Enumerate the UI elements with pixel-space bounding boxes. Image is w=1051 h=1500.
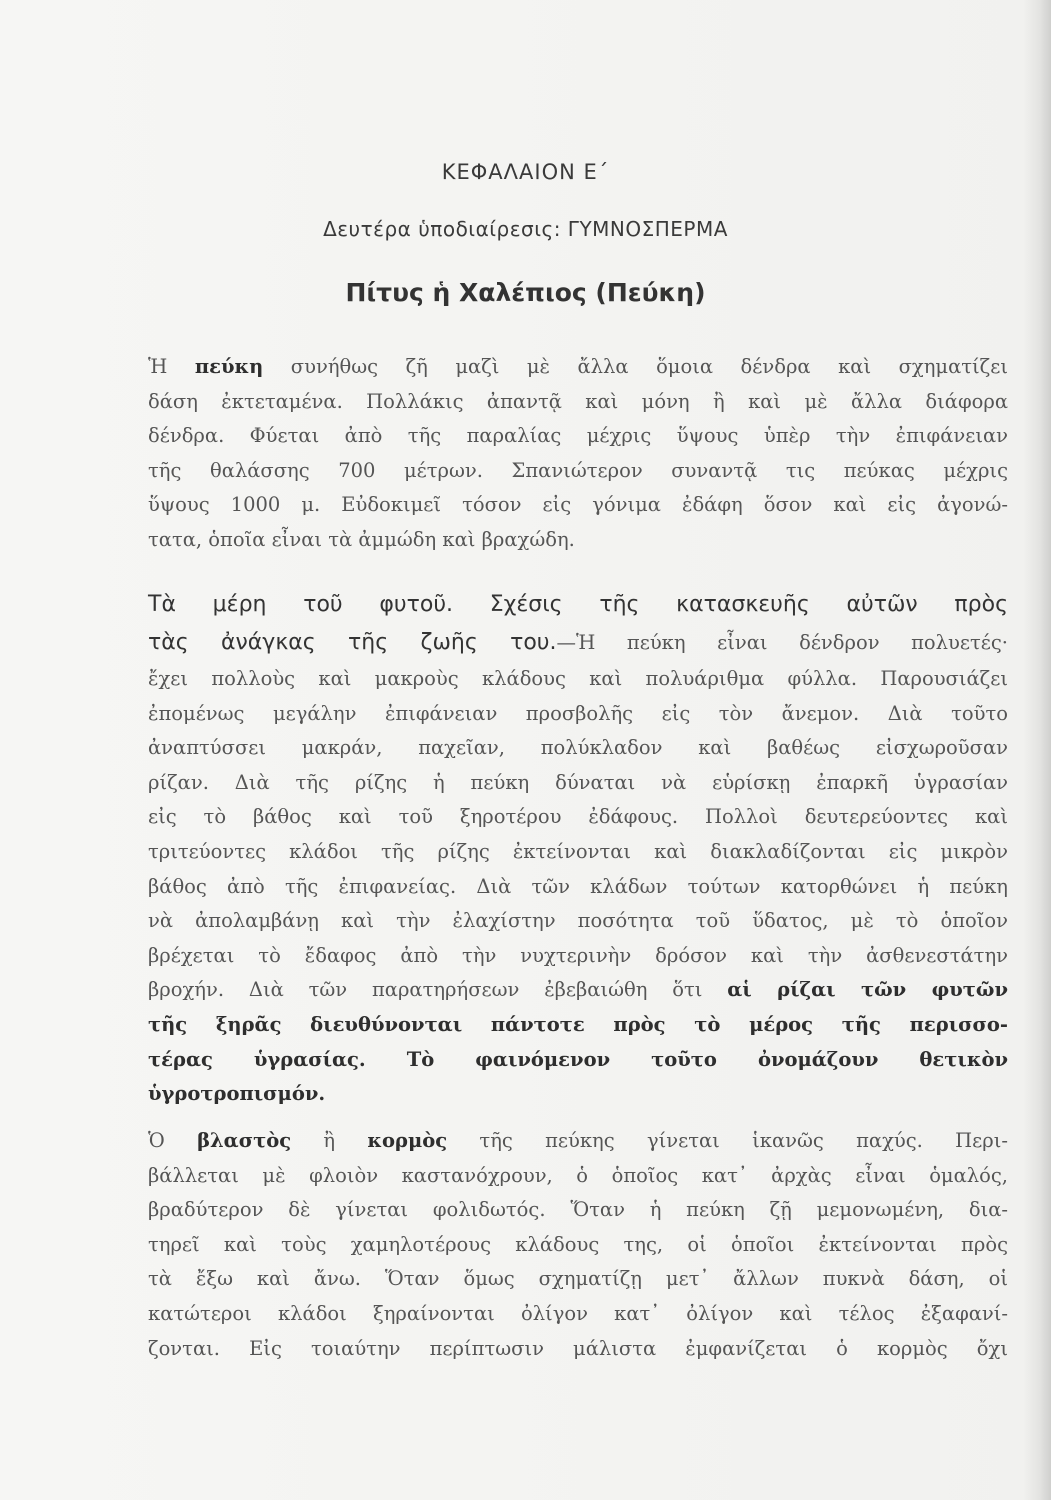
text-line: Ἡ πεύκη συνήθως ζῆ μαζὶ μὲ ἄλλα ὅμοια δένδρα καὶ σχηματίζει: [148, 355, 1009, 378]
text-line: ρίζαν. Διὰ τῆς ρίζης ἡ πεύκη δύναται νὰ εὑρίσκῃ ἐπαρκῆ ὑγρασίαν: [148, 770, 1008, 794]
subdivision-heading: Δευτέρα ὑποδιαίρεσις: ΓΥΜΝΟΣΠΕΡΜΑ: [323, 217, 728, 241]
text-line: Ὁ βλαστὸς ἢ κορμὸς τῆς πεύκης γίνεται ἱκανῶς παχύς. Περι-: [148, 1129, 1008, 1152]
bold-term: πεύκη: [194, 355, 264, 378]
text-line: βραδύτερον δὲ γίνεται φολιδωτός. Ὅταν ἡ πεύκη ζῇ μεμονωμένη, δια-: [148, 1198, 1008, 1222]
text-line: ἐπομένως μεγάλην ἐπιφάνειαν προσβολῆς εἰς τὸν ἄνεμον. Διὰ τοῦτο: [148, 701, 1008, 725]
paragraph-plant-parts: [148, 586, 1008, 1112]
text-line: βρέχεται τὸ ἔδαφος ἀπὸ τὴν νυχτερινὴν δρόσον καὶ τὴν ἀσθενεστάτην: [148, 943, 1008, 967]
bold-text-line: τῆς ξηρᾶς διευθύνονται πάντοτε πρὸς τὸ μέρος τῆς περισσο-: [148, 1012, 1008, 1036]
text-line: τηρεῖ καὶ τοὺς χαμηλοτέρους κλάδους της, οἱ ὁποῖοι ἐκτείνονται πρὸς: [148, 1232, 1008, 1256]
text-line: ἔχει πολλοὺς καὶ μακροὺς κλάδους καὶ πολυάριθμα φύλλα. Παρουσιάζει: [148, 667, 1008, 690]
text-line: τὰ ἔξω καὶ ἄνω. Ὅταν ὅμως σχηματίζῃ μετ᾽ ἄλλων πυκνὰ δάση, οἱ: [148, 1267, 1008, 1291]
paragraph-habitat: [148, 350, 1008, 558]
text-line: ζονται. Εἰς τοιαύτην περίπτωσιν μάλιστα ἐμφανίζεται ὁ κορμὸς ὄχι: [148, 1336, 1008, 1360]
subheading-line: [148, 586, 1008, 624]
text-line: βροχήν. Διὰ τῶν παρατηρήσεων ἐβεβαιώθη ὅτι αἱ ρίζαι τῶν φυτῶν: [148, 978, 1008, 1002]
text-line: δάση ἐκτεταμένα. Πολλάκις ἀπαντᾷ καὶ μόνη ἢ καὶ μὲ ἄλλα διάφορα: [148, 389, 1008, 413]
bold-statement: αἱ ρίζαι τῶν φυτῶν: [727, 978, 1008, 1002]
subheading-text: τὰς ἀνάγκας τῆς ζωῆς του.: [148, 630, 557, 655]
text-line: νὰ ἀπολαμβάνῃ καὶ τὴν ἐλαχίστην ποσότητα τοῦ ὕδατος, μὲ τὸ ὁποῖον: [148, 909, 1008, 933]
bold-term: βλαστὸς: [197, 1129, 292, 1152]
bold-text-line: ὑγροτροπισμόν.: [148, 1082, 326, 1106]
subheading-text: Τὰ μέρη τοῦ φυτοῦ. Σχέσις τῆς κατασκευῆς αὐτῶν πρὸς: [148, 592, 1008, 617]
text-line: δένδρα. Φύεται ἀπὸ τῆς παραλίας μέχρις ὕψους ὑπὲρ τὴν ἐπιφάνειαν: [148, 424, 1008, 448]
paragraph-trunk: [148, 1124, 1008, 1366]
text-line: βάλλεται μὲ φλοιὸν καστανόχρουν, ὁ ὁποῖος κατ᾽ ἀρχὰς εἶναι ὁμαλός,: [148, 1163, 1008, 1187]
text-line: τριτεύοντες κλάδοι τῆς ρίζης ἐκτείνονται καὶ διακλαδίζονται εἰς μικρὸν: [148, 839, 1008, 863]
text-line: εἰς τὸ βάθος καὶ τοῦ ξηροτέρου ἐδάφους. Πολλοὶ δευτερεύοντες καὶ: [148, 805, 1008, 829]
text-line: τατα, ὁποῖα εἶναι τὰ ἀμμώδη καὶ βραχώδη.: [148, 527, 575, 551]
bold-term: κορμὸς: [367, 1129, 448, 1152]
bold-text-line: τέρας ὑγρασίας. Τὸ φαινόμενον τοῦτο ὀνομάζουν θετικὸν: [148, 1047, 1008, 1071]
text-line: βάθος ἀπὸ τῆς ἐπιφανείας. Διὰ τῶν κλάδων τούτων κατορθώνει ἡ πεύκη: [148, 874, 1008, 898]
chapter-heading: ΚΕΦΑΛΑΙΟΝ Ε΄: [441, 160, 610, 184]
section-title: Πίτυς ἡ Χαλέπιος (Πεύκη): [345, 278, 706, 307]
text-line: τῆς θαλάσσης 700 μέτρων. Σπανιώτερον συναντᾷ τις πεύκας μέχρις: [148, 458, 1008, 482]
text-line: ἀναπτύσσει μακράν, παχεῖαν, πολύκλαδον καὶ βαθέως εἰσχωροῦσαν: [148, 736, 1008, 760]
text-line: κατώτεροι κλάδοι ξηραίνονται ὀλίγον κατ᾽ ὀλίγον καὶ τέλος ἐξαφανί-: [148, 1301, 1008, 1325]
text-line: ὕψους 1000 μ. Εὐδοκιμεῖ τόσον εἰς γόνιμα ἐδάφη ὅσον καὶ εἰς ἀγονώ-: [148, 493, 1008, 517]
subheading-line: τὰς ἀνάγκας τῆς ζωῆς του.—Ἡ πεύκη εἶναι δένδρον πολυετές·: [148, 630, 1008, 655]
